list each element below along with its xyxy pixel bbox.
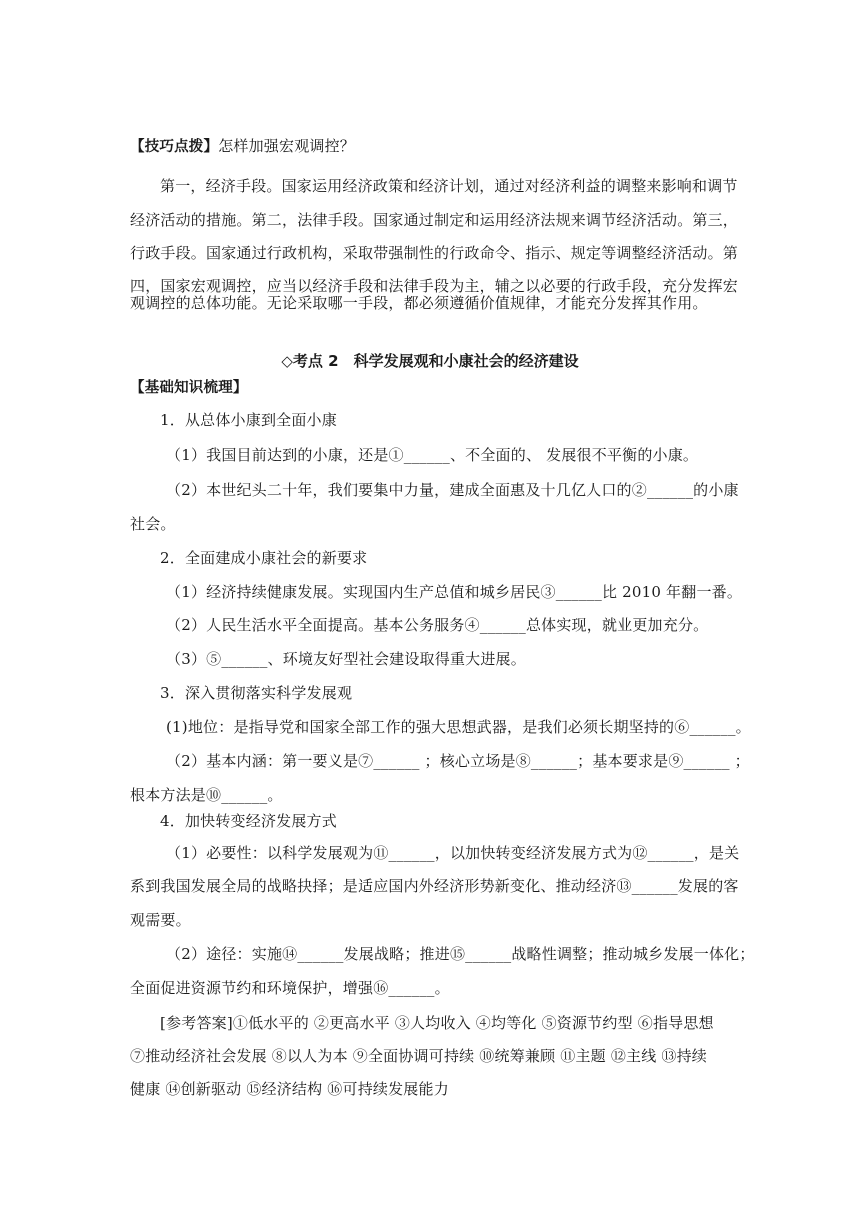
para-1-2-cont: 社会。 — [130, 515, 176, 533]
tip-label: 【技巧点拨】 — [130, 139, 219, 155]
para-3-2: （2）基本内涵：第一要义是⑦______ ；核心立场是⑧______；基本要求是⑨______ ； — [166, 752, 750, 770]
para-4-2-cont: 全面促进资源节约和环境保护，增强⑯______。 — [130, 979, 450, 997]
para-2-2: （2）人民生活水平全面提高。基本公务服务④______总体实现，就业更加充分。 — [166, 616, 709, 634]
answers-line-1: [参考答案]①低水平的 ②更高水平 ③人均收入 ④均等化 ⑤资源节约型 ⑥指导思想 — [160, 1014, 714, 1032]
tip-line: 观调控的总体功能。无论采取哪一手段，都必须遵循价值规律，才能充分发挥其作用。 — [130, 294, 708, 312]
para-3-1: (1)地位：是指导党和国家全部工作的强大思想武器，是我们必须长期坚持的⑥______。 — [166, 718, 751, 736]
answers-line-2: ⑦推动经济社会发展 ⑧以人为本 ⑨全面协调可持续 ⑩统筹兼顾 ⑪主题 ⑫主线 ⑬持续 — [130, 1047, 708, 1065]
para-4-1-cont: 系到我国发展全局的战略抉择；是适应国内外经济形势新变化、推动经济⑬______发展的客 — [130, 877, 739, 895]
para-1-2: （2）本世纪头二十年，我们要集中力量，建成全面惠及十几亿人口的②______的小康 — [166, 481, 739, 499]
para-4-1: （1）必要性：以科学发展观为⑪______，以加快转变经济发展方式为⑫______，是关 — [166, 844, 740, 862]
tip-line: 第一，经济手段。国家运用经济政策和经济计划，通过对经济利益的调整来影响和调节 — [160, 177, 738, 195]
heading-3: 3．深入贯彻落实科学发展观 — [160, 684, 353, 702]
para-3-2-cont: 根本方法是⑩______。 — [130, 786, 283, 804]
para-4-2: （2）途径：实施⑭______发展战略；推进⑮______战略性调整；推动城乡发展一体化； — [166, 945, 755, 963]
heading-2: 2．全面建成小康社会的新要求 — [160, 549, 368, 567]
para-4-1-cont2: 观需要。 — [130, 911, 191, 929]
tip-line: 四，国家宏观调控，应当以经济手段和法律手段为主，辅之以必要的行政手段，充分发挥宏 — [130, 277, 739, 295]
para-1-1: （1）我国目前达到的小康，还是①______、不全面的、 发展很不平衡的小康。 — [166, 446, 699, 464]
para-2-1: （1）经济持续健康发展。实现国内生产总值和城乡居民③______比 2010 年翻一番。 — [166, 583, 743, 601]
heading-4: 4．加快转变经济发展方式 — [160, 812, 337, 830]
answers-line-3: 健康 ⑭创新驱动 ⑮经济结构 ⑯可持续发展能力 — [130, 1080, 449, 1098]
para-2-3: （3）⑤______、环境友好型社会建设取得重大进展。 — [166, 650, 526, 668]
tip-question: 怎样加强宏观调控？ — [218, 137, 356, 155]
heading-1: 1．从总体小康到全面小康 — [160, 411, 337, 429]
tip-line: 行政手段。国家通过行政机构，采取带强制性的行政命令、指示、规定等调整经济活动。第 — [130, 244, 739, 262]
basics-heading: 【基础知识梳理】 — [130, 380, 248, 396]
section-title: ◇考点 2 科学发展观和小康社会的经济建设 — [281, 352, 579, 370]
tip-heading — [130, 136, 355, 157]
tip-line: 经济活动的措施。第二，法律手段。国家通过制定和运用经济法规来调节经济活动。第三， — [130, 211, 739, 229]
